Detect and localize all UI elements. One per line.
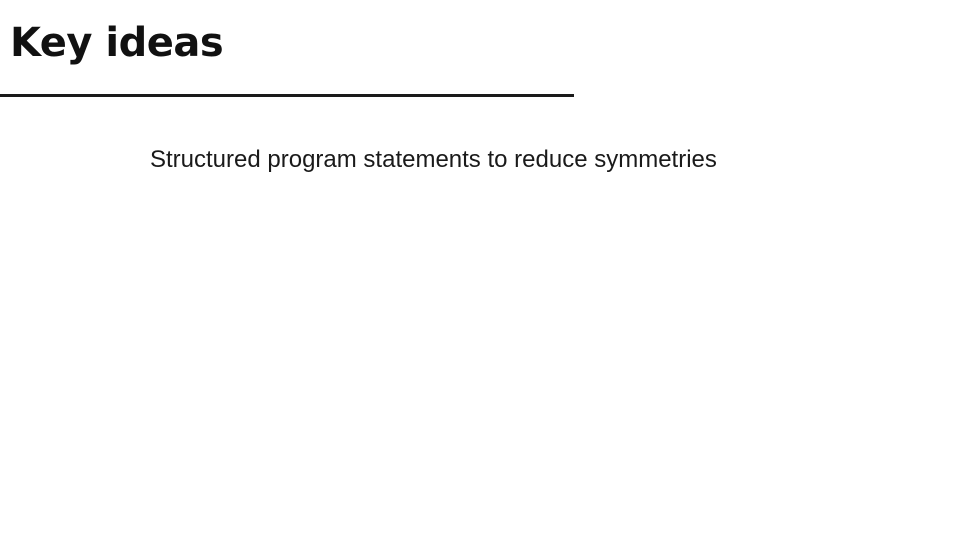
title-divider [0, 94, 574, 97]
slide-content-area [60, 200, 900, 520]
page-title: Key ideas [10, 20, 224, 66]
slide-body-line-1: Structured program statements to reduce symmetries [150, 146, 717, 173]
